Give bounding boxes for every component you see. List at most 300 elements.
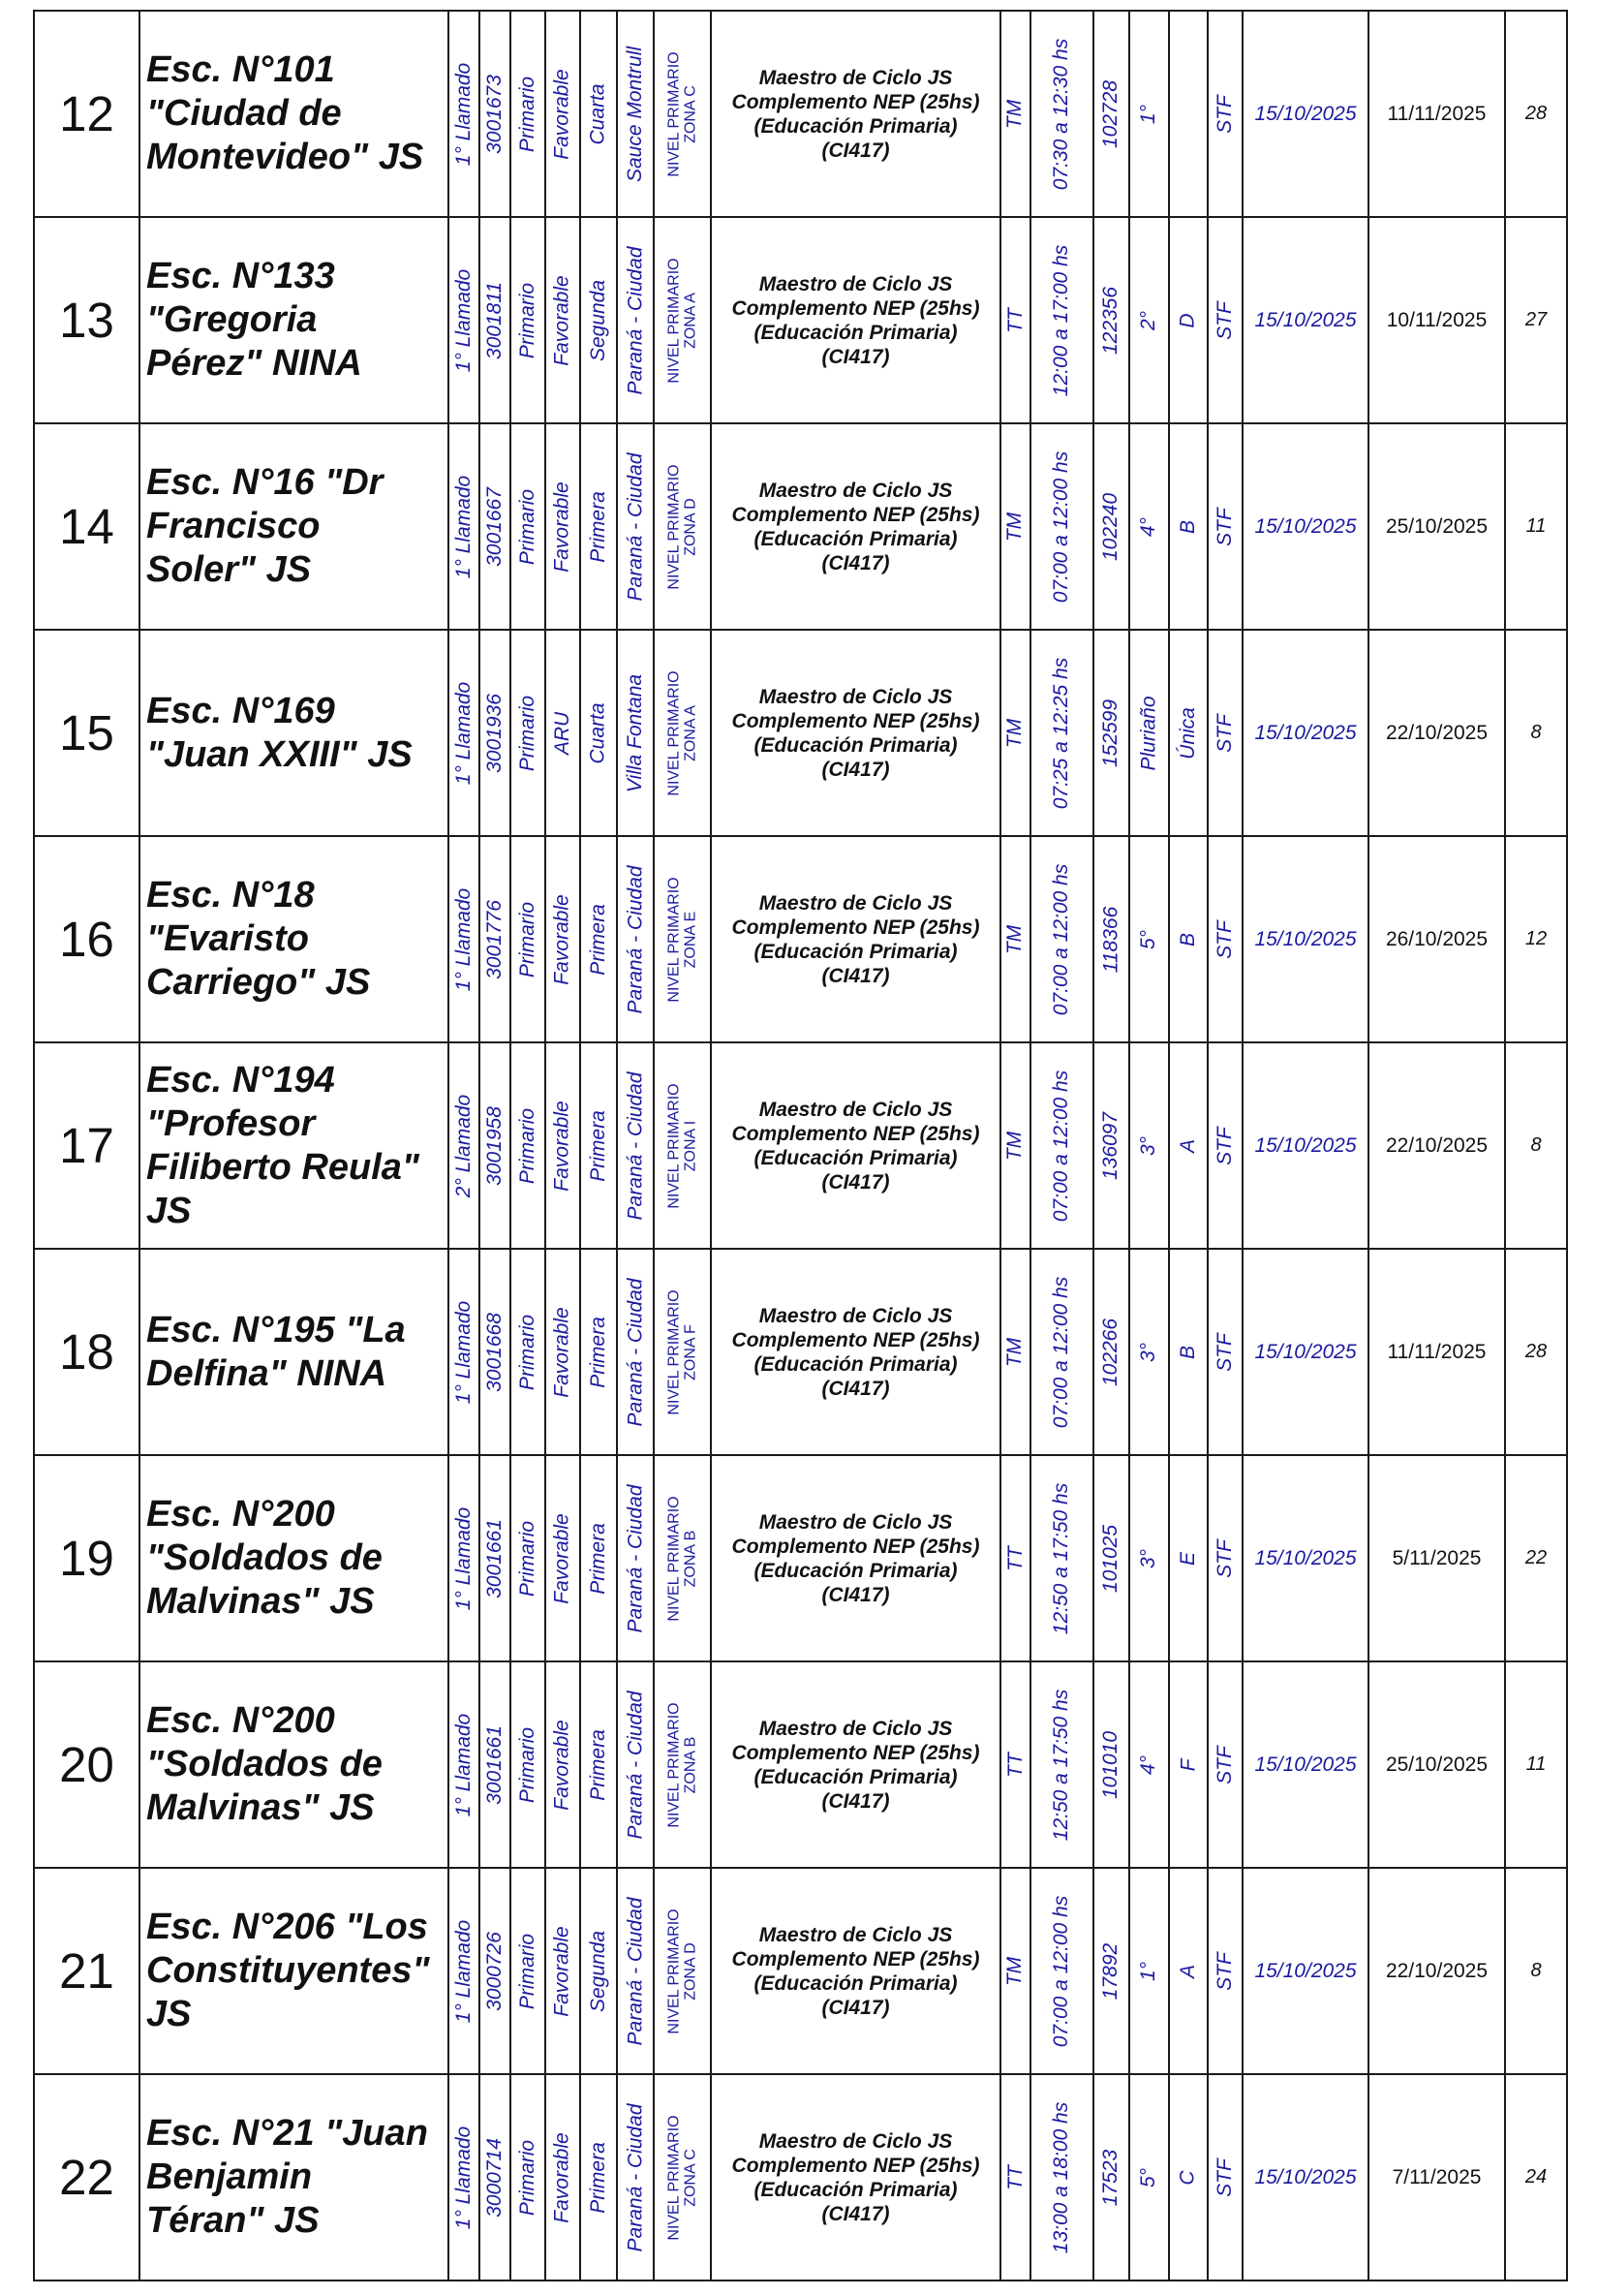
supervision-zone [666,1702,699,1827]
supervision-zone-line: NIVEL PRIMARIO [665,1495,683,1622]
publish-date-cell: 15/10/2025 [1242,1248,1368,1454]
position-title [732,272,980,369]
supervision-zone-line: ZONA C [682,2148,699,2207]
position-title-cell [710,216,999,422]
publish-date-cell: 15/10/2025 [1242,422,1368,629]
establishment-code: 3001811 [483,281,507,359]
school-name [146,1493,383,1624]
school-name-line: Esc. N°16 "Dr [146,462,384,503]
supervision-zone-line: NIVEL PRIMARIO [665,1908,683,2034]
level: Primario [516,2139,538,2216]
zone-type-cell [544,1248,579,1454]
situation: STF [1214,713,1237,753]
position-id: 101010 [1099,1730,1122,1799]
section: F [1176,1758,1199,1771]
section-cell [1168,629,1207,835]
position-title-line: (Educación Primaria) [753,527,958,550]
school-name-cell [138,422,447,629]
situation: STF [1214,300,1237,340]
school-name-cell [138,1867,447,2073]
category-cell [579,629,616,835]
position-id: 101025 [1099,1524,1122,1593]
shift: TT [1003,1752,1027,1778]
publish-date-cell: 15/10/2025 [1242,835,1368,1041]
supervision-zone-line: NIVEL PRIMARIO [665,2114,683,2241]
school-name-line: "Ciudad de [146,93,342,134]
school-name [146,690,413,777]
position-title-line: (Educación Primaria) [753,321,958,344]
call-number: 1° Llamado [452,62,475,166]
establishment-code-cell [478,1248,509,1454]
position-title-line: (CI417) [821,964,890,987]
days-cell: 8 [1504,1867,1566,2073]
section-cell [1168,2073,1207,2280]
locality: Paraná - Ciudad [624,1278,646,1426]
publish-date-cell: 15/10/2025 [1242,629,1368,835]
shift: TM [1003,924,1027,954]
position-title-cell [710,629,999,835]
category: Cuarta [587,82,609,145]
position-title-cell [710,422,999,629]
supervision-zone-cell [653,2073,710,2280]
publish-date-cell: 15/10/2025 [1242,10,1368,216]
position-title [732,479,980,575]
school-name-cell [138,10,447,216]
end-date-cell: 22/10/2025 [1368,1041,1504,1248]
zone-type: Favorable [551,2131,574,2223]
position-id-cell [1092,1248,1128,1454]
school-name-line: Esc. N°200 [146,1494,335,1535]
school-name-cell [138,1454,447,1660]
publish-date-cell: 15/10/2025 [1242,1867,1368,2073]
locality: Paraná - Ciudad [624,1484,646,1632]
section-cell [1168,1041,1207,1248]
school-name-line: Pérez" NINA [146,343,362,384]
school-name-cell [138,1248,447,1454]
locality: Paraná - Ciudad [624,246,646,394]
supervision-zone-line: ZONA F [682,1323,699,1381]
schedule-cell [1029,835,1092,1041]
school-name-line: "Profesor [146,1102,316,1144]
publish-date-cell: 15/10/2025 [1242,1660,1368,1867]
supervision-zone-cell [653,1041,710,1248]
locality-cell [616,1248,653,1454]
school-name-line: Delfina" NINA [146,1352,387,1394]
category-cell [579,422,616,629]
schedule-cell [1029,10,1092,216]
supervision-zone-line: ZONA A [682,704,699,761]
level: Primario [516,1314,538,1390]
section: D [1176,312,1199,328]
supervision-zone [666,877,699,1002]
position-title-line: Complemento NEP (25hs) [731,2154,980,2177]
situation: STF [1214,94,1237,134]
position-title-cell [710,2073,999,2280]
situation-cell [1207,422,1242,629]
situation-cell [1207,1041,1242,1248]
level-cell [509,835,544,1041]
schedule: 07:00 a 12:00 hs [1050,1895,1073,2047]
position-id: 136097 [1099,1111,1122,1180]
category: Cuarta [587,701,609,764]
supervision-zone-line: NIVEL PRIMARIO [665,1288,683,1415]
supervision-zone-line: ZONA C [682,84,699,143]
establishment-code: 3001776 [483,899,507,979]
establishment-code-cell [478,1867,509,2073]
level-cell [509,10,544,216]
position-id: 102728 [1099,79,1122,148]
shift: TT [1003,2164,1027,2190]
call-number: 1° Llamado [452,1713,475,1816]
position-id: 17892 [1099,1942,1122,2000]
grade: 4° [1137,516,1160,537]
situation-cell [1207,835,1242,1041]
position-title-line: Complemento NEP (25hs) [731,1947,980,1970]
level-cell [509,1454,544,1660]
locality-cell [616,10,653,216]
row-number-cell: 13 [33,216,138,422]
grade: 3° [1137,1548,1160,1568]
level-cell [509,1041,544,1248]
position-title-line: (Educación Primaria) [753,2178,958,2201]
grade-cell [1128,10,1168,216]
position-title-line: Maestro de Ciclo JS [758,1923,953,1946]
situation-cell [1207,10,1242,216]
grade: 1° [1137,1961,1160,1981]
grade-cell [1128,1454,1168,1660]
position-title-line: Maestro de Ciclo JS [758,1717,953,1740]
shift-cell [999,835,1029,1041]
section: A [1176,1138,1199,1153]
position-title [732,1923,980,2020]
establishment-code: 3001661 [483,1724,507,1805]
zone-type: Favorable [551,481,574,573]
position-title-cell [710,1248,999,1454]
supervision-zone-line: NIVEL PRIMARIO [665,463,683,590]
school-name-line: Filiberto Reula" [146,1146,419,1188]
row-number-cell: 18 [33,1248,138,1454]
position-id: 17523 [1099,2149,1122,2206]
level: Primario [516,76,538,152]
grade: 5° [1137,2167,1160,2187]
call-number-cell [447,216,478,422]
school-name [146,1699,383,1830]
level-cell [509,1660,544,1867]
zone-type: Favorable [551,1306,574,1398]
school-name-line: Benjamin [146,2156,313,2197]
situation: STF [1214,1745,1237,1784]
position-title-cell [710,835,999,1041]
category: Primera [587,1316,610,1388]
grade-cell [1128,835,1168,1041]
table-border-bottom [33,2280,1568,2281]
zone-type-cell [544,1867,579,2073]
position-id: 122356 [1099,286,1122,355]
grade-cell [1128,1041,1168,1248]
supervision-zone-line: ZONA B [682,1736,699,1793]
position-id: 102266 [1099,1318,1122,1386]
situation: STF [1214,1538,1237,1578]
call-number: 1° Llamado [452,475,475,578]
position-id: 102240 [1099,492,1122,561]
situation-cell [1207,1660,1242,1867]
call-number-cell [447,1041,478,1248]
situation: STF [1214,507,1237,546]
grade: 4° [1137,1754,1160,1775]
establishment-code-cell [478,216,509,422]
position-title-line: Complemento NEP (25hs) [731,915,980,939]
call-number: 1° Llamado [452,268,475,372]
position-id-cell [1092,835,1128,1041]
call-number: 1° Llamado [452,1919,475,2023]
position-title-line: (CI417) [821,551,890,574]
school-name [146,461,383,592]
position-title [732,1304,980,1401]
schedule-cell [1029,629,1092,835]
school-name [146,1059,419,1233]
zone-type-cell [544,629,579,835]
supervision-zone-line: ZONA B [682,1530,699,1587]
category-cell [579,10,616,216]
position-title [732,685,980,782]
position-title-cell [710,1660,999,1867]
school-name-line: "Gregoria [146,299,318,340]
section: Única [1177,706,1200,760]
shift: TM [1003,1956,1027,1986]
shift-cell [999,10,1029,216]
position-title-line: (Educación Primaria) [753,1146,958,1169]
locality-cell [616,422,653,629]
section: B [1176,932,1199,946]
call-number-cell [447,1867,478,2073]
position-title-line: Complemento NEP (25hs) [731,709,980,732]
supervision-zone [666,1083,699,1208]
supervision-zone-line: ZONA A [682,292,699,349]
grade-cell [1128,1660,1168,1867]
position-title [732,891,980,988]
establishment-code: 3001673 [483,74,507,154]
shift-cell [999,422,1029,629]
position-title-line: (Educación Primaria) [753,1765,958,1788]
position-id-cell [1092,1454,1128,1660]
position-id: 118366 [1099,906,1122,973]
position-title-line: (CI417) [821,1583,890,1606]
category: Segunda [587,1930,609,2012]
schedule: 07:00 a 12:00 hs [1050,1276,1073,1428]
position-title-line: Maestro de Ciclo JS [758,685,953,708]
position-id-cell [1092,1867,1128,2073]
school-name [146,1906,430,2036]
supervision-zone-line: NIVEL PRIMARIO [665,50,683,177]
establishment-code-cell [478,1041,509,1248]
locality: Paraná - Ciudad [624,1691,646,1839]
grade: Pluriaño [1137,695,1160,771]
supervision-zone [666,1908,699,2033]
supervision-zone-line: ZONA E [682,911,699,968]
locality: Paraná - Ciudad [624,1071,646,1220]
section-cell [1168,835,1207,1041]
position-title-line: Maestro de Ciclo JS [758,272,953,295]
locality: Paraná - Ciudad [624,1897,646,2045]
supervision-zone [666,51,699,176]
school-name-line: Esc. N°18 [146,875,315,915]
position-title-cell [710,1867,999,2073]
position-title-line: Complemento NEP (25hs) [731,503,980,526]
shift: TT [1003,307,1027,333]
schedule-cell [1029,1867,1092,2073]
locality-cell [616,1660,653,1867]
schedule: 12:50 a 17:50 hs [1050,1689,1073,1841]
school-name-line: Esc. N°195 "La [146,1309,406,1350]
position-title-line: (CI417) [821,1377,890,1400]
supervision-zone-cell [653,1248,710,1454]
position-title [732,1717,980,1814]
school-name-cell [138,629,447,835]
position-title-line: (CI417) [821,139,890,162]
level: Primario [516,1726,538,1803]
call-number-cell [447,835,478,1041]
row-number-cell: 20 [33,1660,138,1867]
end-date-cell: 11/11/2025 [1368,1248,1504,1454]
category-cell [579,1454,616,1660]
school-name-line: Malvinas" JS [146,1787,375,1828]
school-name [146,255,362,386]
level: Primario [516,1933,538,2009]
establishment-code: 3001936 [483,693,507,773]
situation-cell [1207,1867,1242,2073]
position-title-line: Maestro de Ciclo JS [758,1098,953,1121]
category: Primera [587,2141,610,2214]
situation: STF [1214,1332,1237,1372]
level-cell [509,2073,544,2280]
row-number-cell: 17 [33,1041,138,1248]
position-title-line: (Educación Primaria) [753,733,958,757]
position-title [732,66,980,163]
school-name [146,2112,428,2243]
supervision-zone [666,258,699,383]
category-cell [579,835,616,1041]
shift: TM [1003,99,1027,129]
row-number-cell: 19 [33,1454,138,1660]
schedule: 12:00 a 17:00 hs [1050,244,1073,396]
level-cell [509,422,544,629]
call-number-cell [447,629,478,835]
call-number: 1° Llamado [452,1506,475,1610]
situation: STF [1214,2157,1237,2197]
call-number-cell [447,1248,478,1454]
zone-type-cell [544,422,579,629]
zone-type: Favorable [551,1925,574,2017]
position-title-line: (CI417) [821,1170,890,1194]
position-title-line: (Educación Primaria) [753,114,958,138]
supervision-zone [666,1496,699,1621]
position-title-line: Complemento NEP (25hs) [731,1122,980,1145]
supervision-zone-cell [653,1454,710,1660]
grade-cell [1128,216,1168,422]
row-number-cell: 21 [33,1867,138,2073]
call-number: 1° Llamado [452,2125,475,2229]
days-cell: 11 [1504,422,1566,629]
position-title-line: Maestro de Ciclo JS [758,479,953,502]
zone-type: Favorable [551,893,574,985]
position-id-cell [1092,10,1128,216]
days-cell: 8 [1504,1041,1566,1248]
level-cell [509,629,544,835]
position-id-cell [1092,629,1128,835]
section-cell [1168,216,1207,422]
end-date-cell: 5/11/2025 [1368,1454,1504,1660]
supervision-zone [666,1289,699,1414]
position-title-line: (CI417) [821,345,890,368]
grade-cell [1128,1248,1168,1454]
position-title-line: (CI417) [821,1996,890,2019]
position-title-line: Maestro de Ciclo JS [758,66,953,89]
school-name-cell [138,1041,447,1248]
zone-type: Favorable [551,1512,574,1604]
locality-cell [616,1041,653,1248]
zone-type: Favorable [551,1100,574,1192]
school-name-line: Esc. N°206 "Los [146,1907,428,1947]
shift-cell [999,1248,1029,1454]
locality: Paraná - Ciudad [624,2103,646,2251]
position-id-cell [1092,422,1128,629]
position-title-line: (CI417) [821,1789,890,1813]
position-title [732,1510,980,1607]
call-number-cell [447,10,478,216]
days-cell: 24 [1504,2073,1566,2280]
locality: Sauce Montrull [624,46,647,182]
schedule: 12:50 a 17:50 hs [1050,1482,1073,1634]
publish-date-cell: 15/10/2025 [1242,216,1368,422]
grade-cell [1128,629,1168,835]
call-number-cell [447,1660,478,1867]
publish-date-cell: 15/10/2025 [1242,1041,1368,1248]
locality-cell [616,2073,653,2280]
position-title-line: (Educación Primaria) [753,1971,958,1995]
category-cell [579,1660,616,1867]
school-name-line: JS [146,1994,192,2034]
school-name-line: Esc. N°194 [146,1059,335,1101]
supervision-zone-line: ZONA D [682,1941,699,2001]
section: E [1176,1551,1199,1566]
zone-type-cell [544,1660,579,1867]
shift-cell [999,1660,1029,1867]
school-name-line: Esc. N°133 [146,256,335,296]
supervision-zone-line: NIVEL PRIMARIO [665,1701,683,1828]
section-cell [1168,1867,1207,2073]
section-cell [1168,1248,1207,1454]
position-title-line: Complemento NEP (25hs) [731,90,980,113]
position-title-line: (Educación Primaria) [753,1559,958,1582]
shift-cell [999,629,1029,835]
situation-cell [1207,1454,1242,1660]
supervision-zone-line: NIVEL PRIMARIO [665,1082,683,1209]
level-cell [509,216,544,422]
locality: Paraná - Ciudad [624,452,646,601]
school-name-line: "Evaristo [146,918,309,959]
position-id-cell [1092,2073,1128,2280]
locality-cell [616,835,653,1041]
level: Primario [516,488,538,565]
position-title-line: Complemento NEP (25hs) [731,1535,980,1558]
section-cell [1168,10,1207,216]
shift: TM [1003,1131,1027,1161]
situation: STF [1214,919,1237,959]
row-number-cell: 14 [33,422,138,629]
position-title-line: Complemento NEP (25hs) [731,1328,980,1351]
zone-type-cell [544,1041,579,1248]
position-id-cell [1092,1660,1128,1867]
